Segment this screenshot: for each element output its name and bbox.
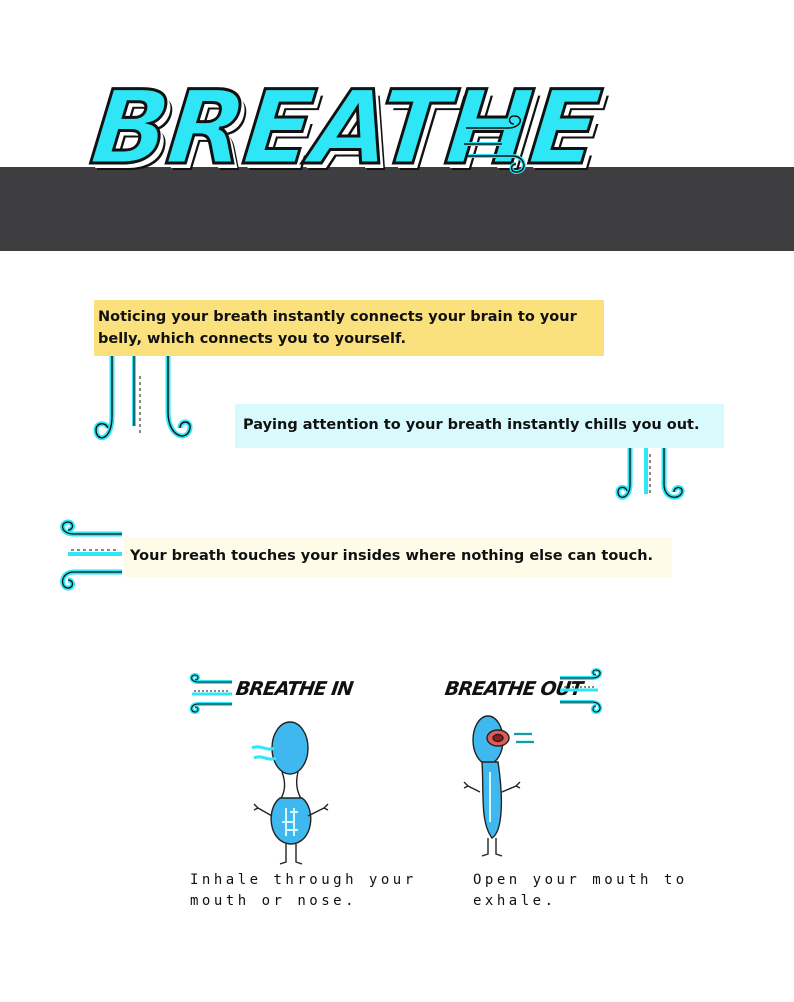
wind-gust-icon (188, 674, 232, 714)
wind-gust-icon (612, 448, 692, 506)
breathe-in-title: BREATHE IN (234, 678, 354, 700)
fact-box-1: Noticing your breath instantly connects your brain to your belly, which connects you to yourself. (94, 300, 604, 356)
wind-gust-icon (56, 520, 126, 595)
page-title: BREATHE (85, 69, 605, 188)
fact-box-3: Your breath touches your insides where nothing else can touch. (124, 537, 672, 577)
wind-gust-icon (90, 356, 205, 451)
breathe-out-title: BREATHE OUT (443, 678, 584, 700)
fact-box-2: Paying attention to your breath instantly chills you out. (235, 404, 724, 448)
wind-gust-icon (560, 668, 604, 714)
wind-gust-icon (462, 112, 534, 184)
breathe-out-caption: Open your mouth to exhale. (473, 872, 688, 909)
spoon-character-exhale-icon (462, 712, 552, 862)
breathe-in-caption: Inhale through your mouth or nose. (190, 872, 417, 909)
spoon-character-inhale-icon (250, 718, 340, 868)
